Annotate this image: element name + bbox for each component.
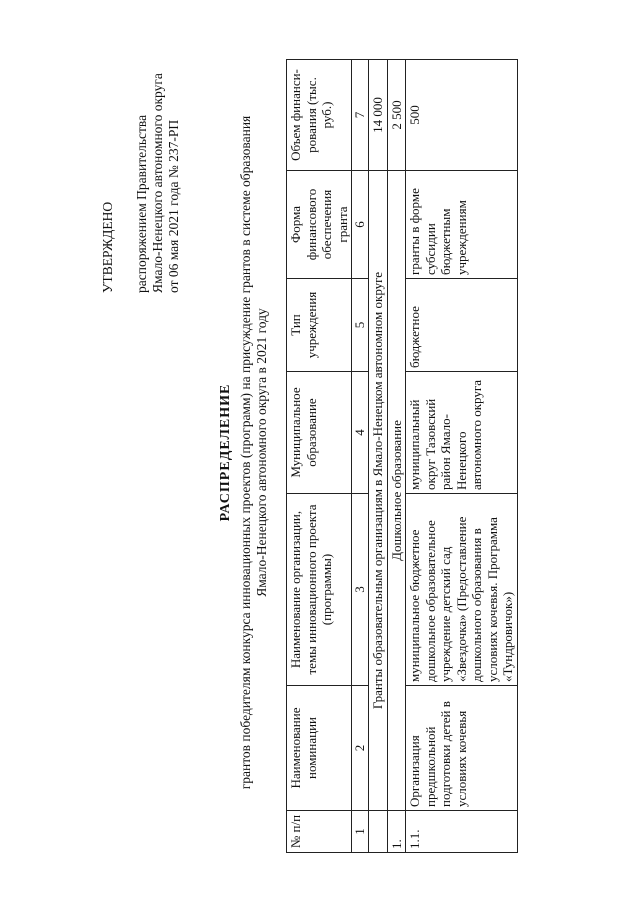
column-number: 2: [352, 686, 369, 811]
column-number: 7: [352, 60, 369, 171]
document-title: РАСПРЕДЕЛЕНИЕ: [218, 383, 233, 522]
row-institution-type: бюджетное: [406, 279, 518, 372]
subsection-title: Дошкольное образование: [387, 171, 406, 811]
row-organization: муниципальное бюджетное дошкольное образовательное учреждение детский сад «Звездочка» (Предоставление дошкольного образования в условиях кочевья. Программа «Тундровичок»): [406, 494, 518, 686]
document-subtitle-line-1: грантов победителям конкурса инновационных проектов (программ) на присуждение грантов в системе образования: [238, 115, 253, 790]
table-header-row: [287, 60, 352, 853]
section-title: Гранты образовательным организациям в Ямало-Ненецком автономном округе: [369, 171, 388, 811]
column-number: 4: [352, 372, 369, 494]
approval-line-3: от 06 мая 2021 года № 237-РП: [166, 119, 181, 293]
approval-block: [100, 3, 182, 293]
table-row: [406, 60, 518, 853]
subsection-amount: 2 500: [387, 60, 406, 171]
grants-table: [286, 59, 518, 853]
header-number: № п/п: [287, 811, 352, 853]
header-financing-amount: Объем финанси-рования (тыс. руб.): [287, 60, 352, 171]
column-number: 3: [352, 494, 369, 686]
column-number-row: [352, 60, 369, 853]
row-nomination: Организация предшкольной подготовки детей в условиях кочевья: [406, 686, 518, 811]
header-municipality: Муниципальное образование: [287, 372, 352, 494]
document-title-block: [218, 40, 270, 865]
approval-line-1: распоряжением Правительства: [134, 114, 149, 293]
subsection-row: [387, 60, 406, 853]
column-number: 1: [352, 811, 369, 853]
column-number: 6: [352, 171, 369, 279]
column-number: 5: [352, 279, 369, 372]
header-financing-form: Форма финансового обеспечения гранта: [287, 171, 352, 279]
header-organization: Наименование организации, темы инновационного проекта (программы): [287, 494, 352, 686]
section-amount: 14 000: [369, 60, 388, 171]
row-number: 1.1.: [406, 811, 518, 853]
header-institution-type: Тип учреждения: [287, 279, 352, 372]
approval-line-2: Ямало-Ненецкого автономного округа: [150, 73, 165, 293]
row-amount: 500: [406, 60, 518, 171]
section-number: [369, 811, 388, 853]
row-financing-form: гранты в форме субсидии бюджетным учреждениям: [406, 171, 518, 279]
section-row: [369, 60, 388, 853]
header-nomination: Наименование номинации: [287, 686, 352, 811]
subsection-number: 1.: [387, 811, 406, 853]
approval-heading: УТВЕРЖДЕНО: [100, 201, 115, 293]
row-municipality: муниципальный округ Тазовский район Ямало-Ненецкого автономного округа: [406, 372, 518, 494]
document-subtitle-line-2: Ямало-Ненецкого автономного округа в 2021 году: [254, 308, 269, 597]
